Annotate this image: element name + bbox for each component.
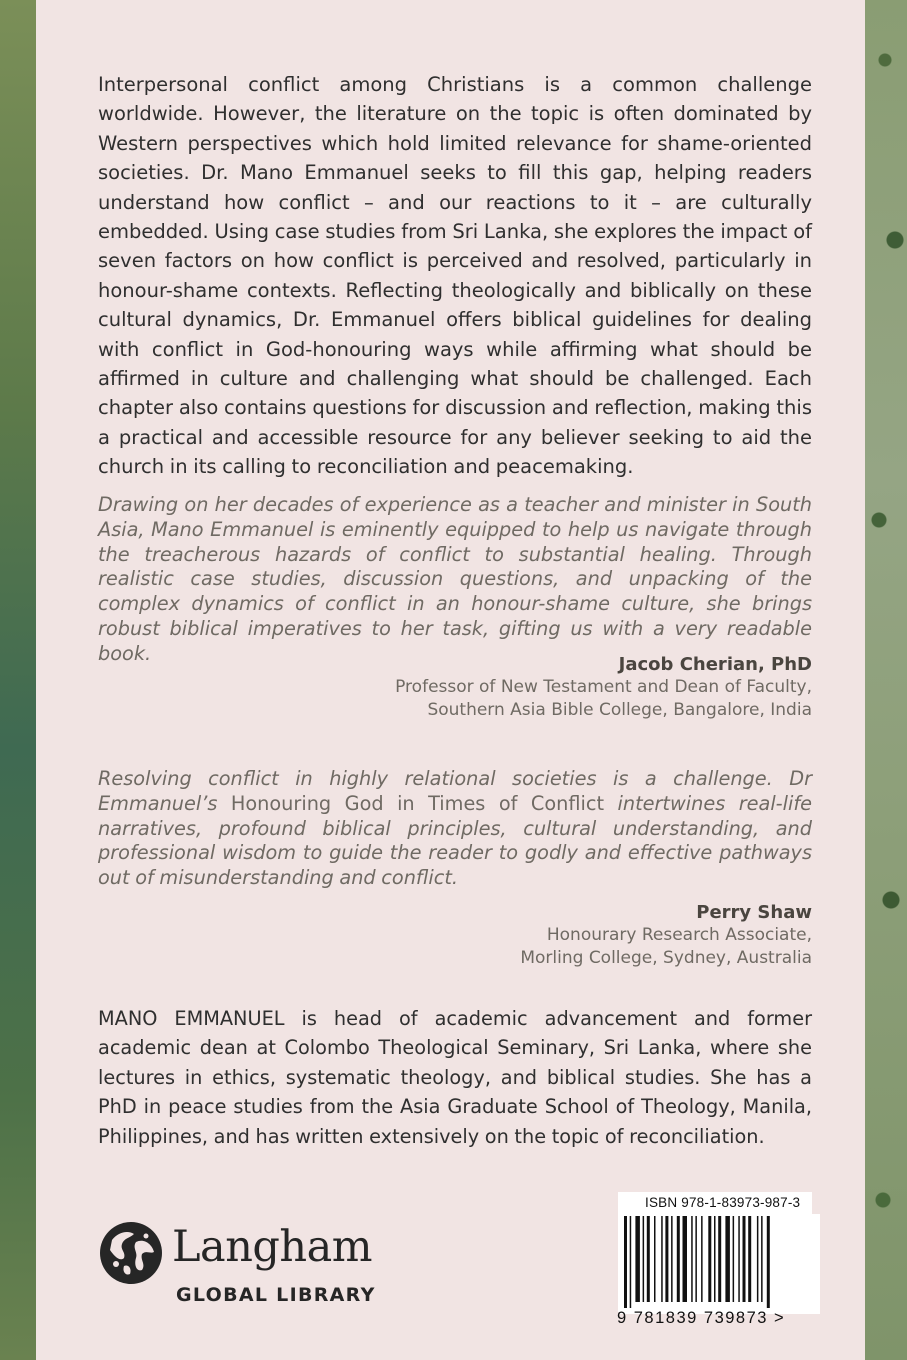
barcode-bar — [725, 1216, 730, 1302]
book-title-reference: Honouring God in Times of Conflict — [230, 791, 605, 815]
barcode-bar — [761, 1216, 763, 1302]
barcode-bar — [635, 1216, 640, 1302]
barcode-bar — [671, 1216, 673, 1302]
barcode-bar — [695, 1216, 697, 1302]
endorser-role: Professor of New Testament and Dean of Faculty, — [395, 677, 812, 697]
barcode-bar — [718, 1216, 721, 1302]
cover-art-right-strip — [865, 0, 907, 1360]
barcode-bar — [630, 1216, 632, 1308]
endorsement-attribution — [395, 653, 812, 722]
barcode-bar — [743, 1216, 746, 1302]
barcode-bar — [748, 1216, 751, 1302]
globe-icon — [96, 1218, 166, 1288]
endorser-affiliation: Morling College, Sydney, Australia — [520, 948, 812, 968]
barcode-bar — [624, 1216, 627, 1308]
barcode-bar — [714, 1216, 716, 1302]
barcode-bar — [661, 1216, 663, 1302]
barcode-bar — [654, 1216, 656, 1302]
barcode-bar — [677, 1216, 680, 1302]
barcode-bar — [643, 1216, 645, 1302]
endorser-name: Jacob Cherian, PhD — [618, 654, 812, 675]
endorser-role: Honourary Research Associate, — [546, 925, 812, 945]
barcode-bar — [647, 1216, 650, 1302]
book-description: Interpersonal conflict among Christians is a common challenge worldwide. However, the literature on the topic is often dominated by Western perspectives which hold limited relevance for shame-oriented societies. Dr. Mano Emmanuel seeks to fill this gap, helping readers understand how conflict – and our reactions to it – are culturally embedded. Using case studies from Sri Lanka, she explores the impact of seven factors on how conflict is perceived and resolved, particularly in honour-shame contexts. Reflecting theologically and biblically on these cultural dynamics, Dr. Emmanuel offers biblical guidelines for dealing with conflict in God-honouring ways while affirming what should be affirmed in culture and challenging what should be challenged. Each chapter also contains questions for discussion and reflection, making this a practical and accessible resource for any believer seeking to aid the church in its calling to reconciliation and peacemaking. — [98, 73, 812, 479]
publisher-name: Langham — [172, 1222, 373, 1272]
barcode-bar — [708, 1216, 711, 1302]
endorsement-quote — [98, 767, 812, 891]
endorsement-quote: Drawing on her decades of experience as a teacher and minister in South Asia, Mano Emmanuel is eminently equipped to help us navigate through the treacherous hazards of conflict to substantial healing. Through realistic case studies, discussion questions, and unpacking of the complex dynamics of conflict in an honour-shame culture, she brings robust biblical imperatives to her task, gifting us with a very readable book. — [98, 493, 812, 665]
publisher-subtitle: GLOBAL LIBRARY — [176, 1284, 376, 1306]
barcode-bar — [738, 1216, 740, 1302]
barcode — [620, 1214, 820, 1314]
cover-art-left-strip — [0, 0, 36, 1360]
isbn-label: ISBN 978-1-83973-987-3 — [645, 1195, 801, 1210]
barcode-bar — [733, 1216, 735, 1302]
barcode-bar — [665, 1216, 668, 1302]
author-bio: MANO EMMANUEL is head of academic advancement and former academic dean at Colombo Theological Seminary, Sri Lanka, where she lectures in ethics, systematic theology, and biblical studies. She has a PhD in peace studies from the Asia Graduate School of Theology, Manila, Philippines, and has written extensively on the topic of reconciliation. — [98, 1007, 812, 1148]
quote-text: Resolving conflict in highly relational societies is a challenge. Dr Emmanuel’s — [98, 767, 812, 815]
barcode-bar — [691, 1216, 693, 1302]
barcode-bar — [757, 1216, 759, 1302]
endorsement-attribution — [520, 901, 812, 970]
barcode-bar — [767, 1216, 770, 1308]
publisher-logo — [96, 1218, 386, 1318]
barcode-bar — [701, 1216, 703, 1302]
endorser-affiliation: Southern Asia Bible College, Bangalore, India — [427, 700, 812, 720]
endorser-name: Perry Shaw — [696, 902, 812, 923]
quote-text: intertwines real-life narratives, profound biblical principles, cultural understanding, and professional wisdom to guide the reader to godly and effective pathways out of misunderstanding and conflict. — [98, 791, 812, 890]
barcode-bar — [683, 1216, 688, 1302]
barcode-digits: 9 781839 739873 > — [617, 1309, 786, 1327]
